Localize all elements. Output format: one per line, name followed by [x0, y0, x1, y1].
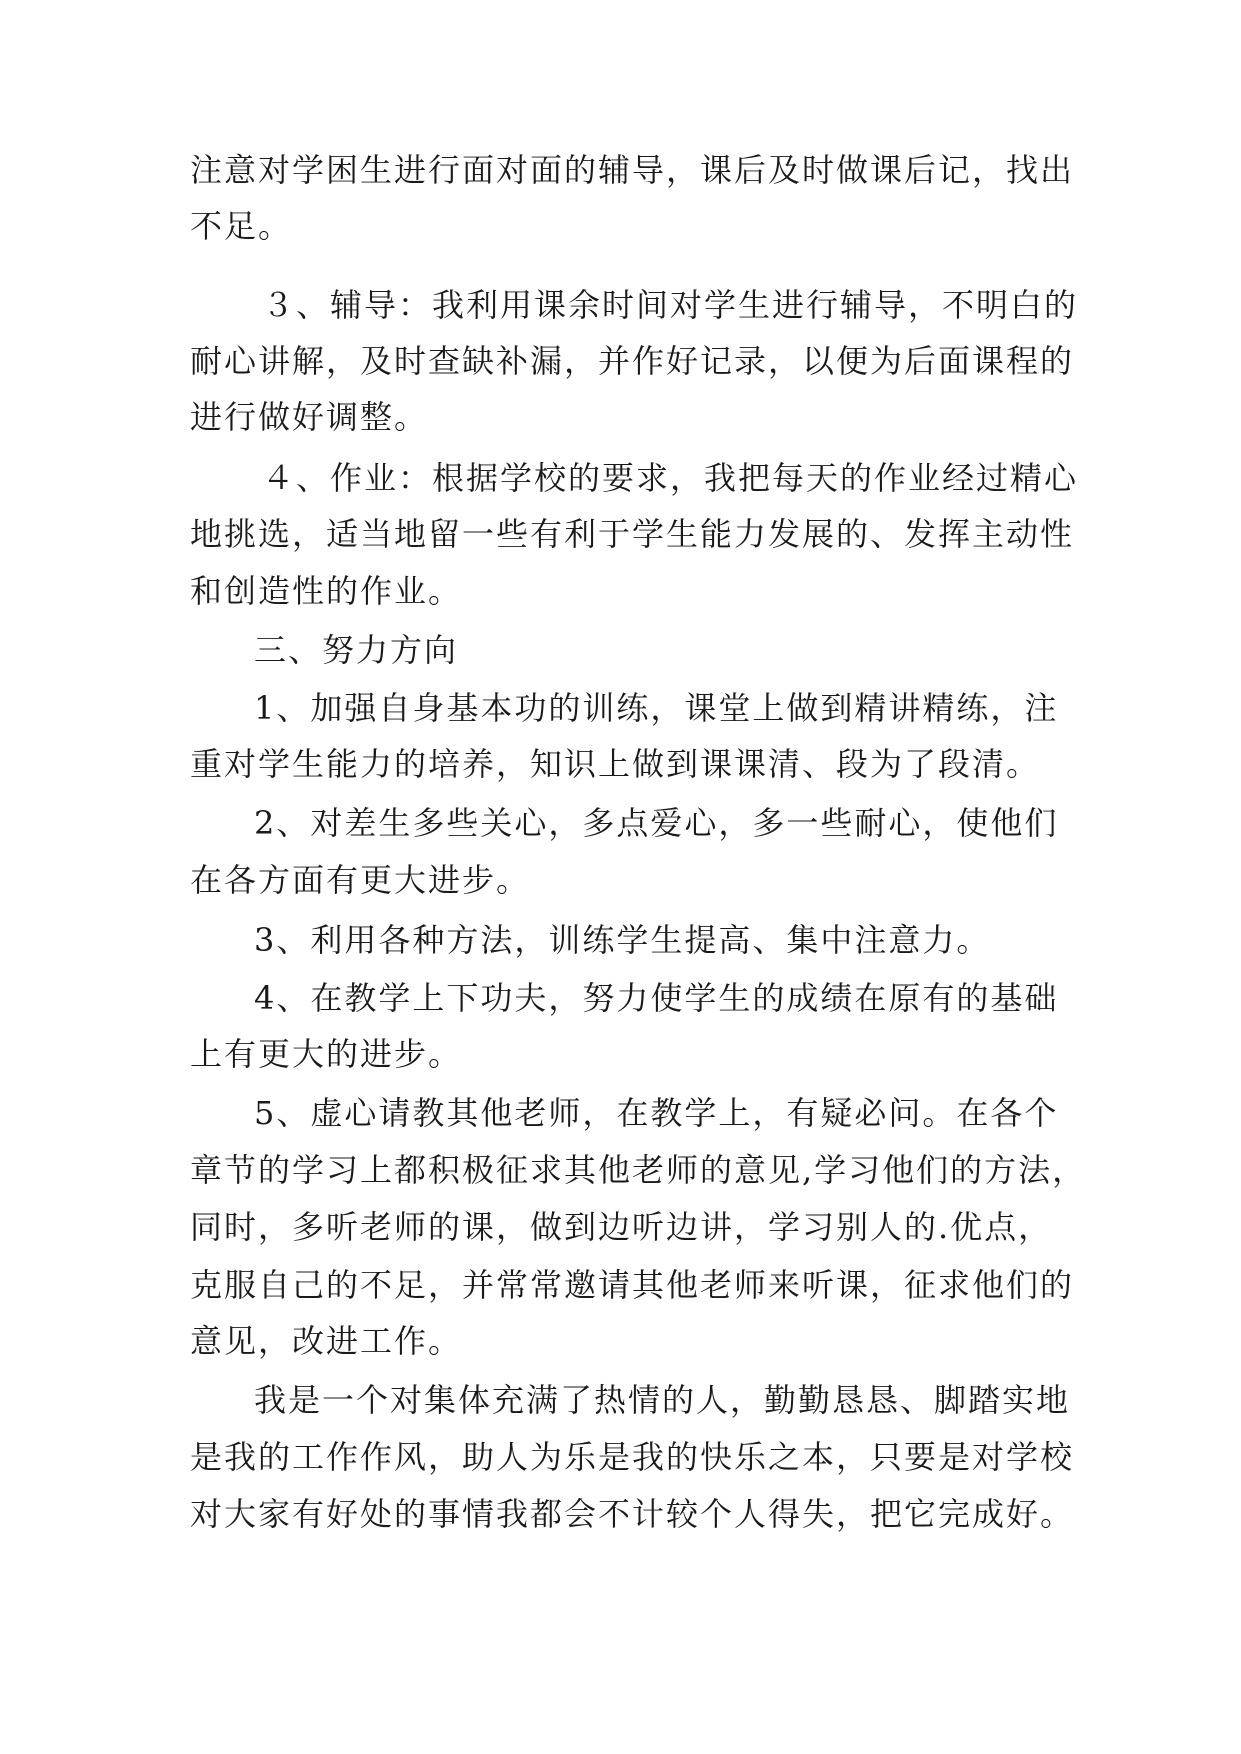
text-line: 5、虚心请教其他老师，在教学上，有疑必问。在各个 — [254, 1094, 1059, 1132]
text-line: ４、作业：根据学校的要求，我把每天的作业经过精心 — [262, 459, 1079, 497]
text-line: 上有更大的进步。 — [190, 1035, 463, 1073]
text-line: 章节的学习上都积极征求其他老师的意见,学习他们的方法， — [190, 1151, 1087, 1189]
text-line: 是我的工作作风，助人为乐是我的快乐之本，只要是对学校 — [190, 1438, 1075, 1476]
text-line: 对大家有好处的事情我都会不计较个人得失，把它完成好。 — [190, 1495, 1075, 1533]
text-line: 不足。 — [190, 207, 293, 245]
text-line: 地挑选，适当地留一些有利于学生能力发展的、发挥主动性 — [190, 515, 1075, 553]
section-heading: 三、努力方向 — [254, 631, 459, 669]
text-line: 我是一个对集体充满了热情的人，勤勤恳恳、脚踏实地 — [254, 1381, 1071, 1419]
text-line: 克服自己的不足，并常常邀请其他老师来听课，征求他们的 — [190, 1266, 1075, 1304]
text-line: ３、辅导：我利用课余时间对学生进行辅导，不明白的 — [262, 286, 1079, 324]
text-line: 耐心讲解，及时查缺补漏，并作好记录，以便为后面课程的 — [190, 342, 1075, 380]
text-line: 3、利用各种方法，训练学生提高、集中注意力。 — [254, 921, 991, 959]
text-line: 1、加强自身基本功的训练，课堂上做到精讲精练，注 — [254, 689, 1059, 727]
text-line: 在各方面有更大进步。 — [190, 861, 531, 899]
text-line: 同时，多听老师的课，做到边听边讲，学习别人的.优点， — [190, 1208, 1053, 1246]
text-line: 意见，改进工作。 — [190, 1322, 463, 1360]
text-line: 注意对学困生进行面对面的辅导，课后及时做课后记，找出 — [190, 151, 1075, 189]
text-line: 4、在教学上下功夫，努力使学生的成绩在原有的基础 — [254, 979, 1059, 1017]
text-line: 和创造性的作业。 — [190, 572, 463, 610]
text-line: 进行做好调整。 — [190, 398, 429, 436]
text-line: 重对学生能力的培养，知识上做到课课清、段为了段清。 — [190, 745, 1041, 783]
text-line: 2、对差生多些关心，多点爱心，多一些耐心，使他们 — [254, 804, 1059, 842]
